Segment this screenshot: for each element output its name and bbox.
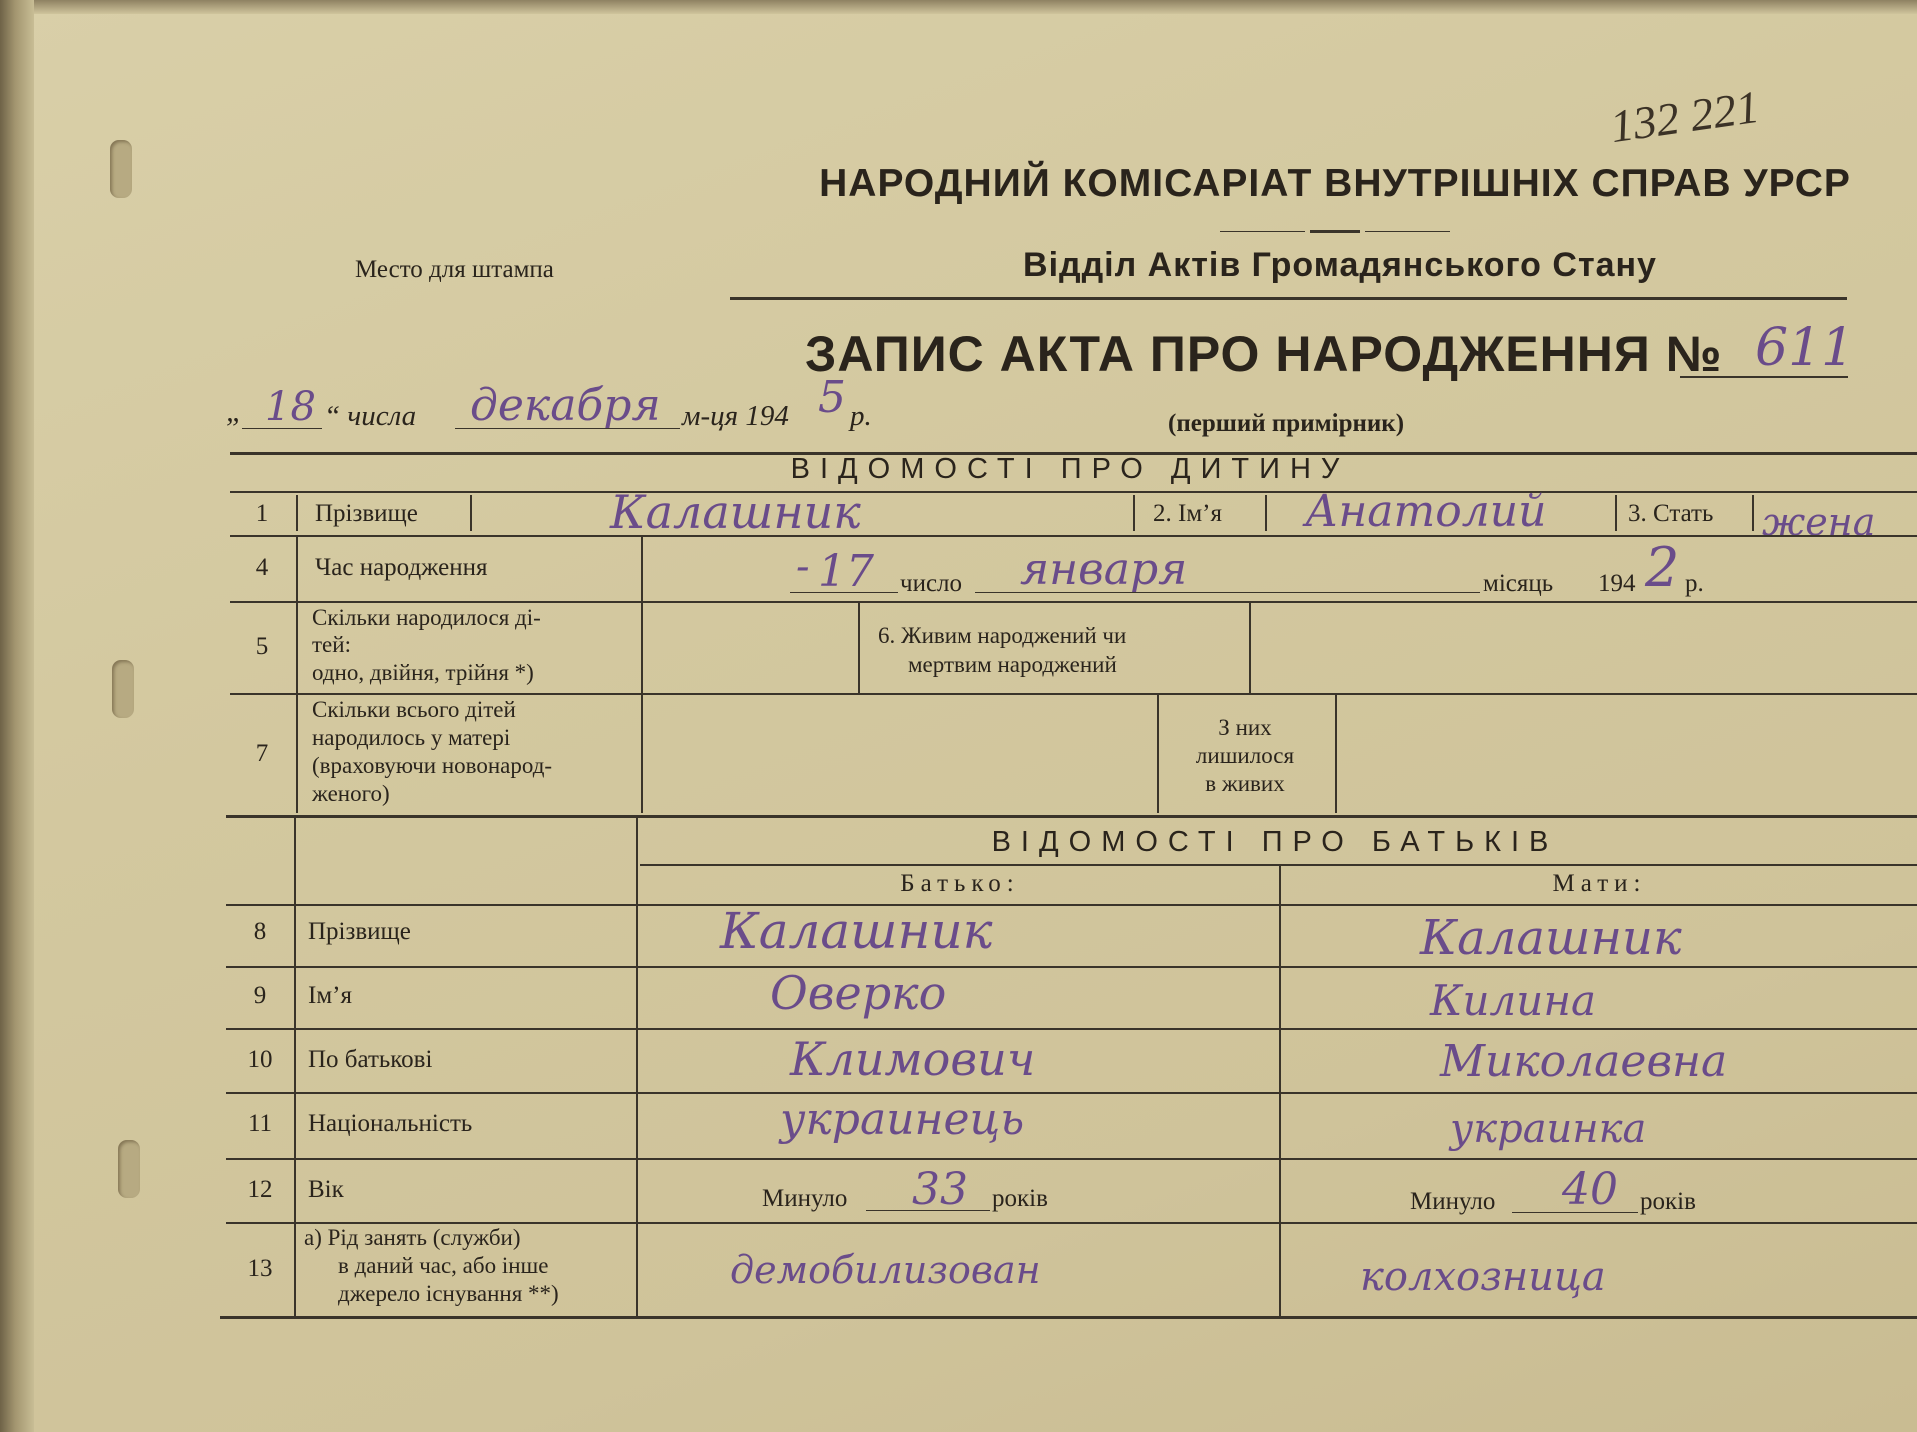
record-year-suffix: р.	[850, 400, 872, 432]
record-day-line	[242, 428, 322, 429]
total-children-l3: (враховуючи новонарод-	[312, 753, 553, 778]
father-minulo-label: Минуло	[762, 1185, 848, 1212]
row-number: 7	[255, 740, 269, 767]
stamp-place-label: Место для штампа	[355, 256, 554, 283]
row-divider	[1133, 495, 1135, 531]
mother-patronymic-value: Миколаевна	[1440, 1036, 1728, 1087]
child-name-value: Анатолий	[1305, 486, 1547, 537]
how-many-label-l3: одно, двійня, трійня *)	[312, 660, 534, 685]
row-divider	[1157, 695, 1159, 813]
row-number: 8	[253, 918, 267, 945]
row-number: 13	[247, 1255, 273, 1282]
alive-label-l2: мертвим народжений	[908, 652, 1117, 677]
row-line	[230, 693, 1917, 695]
record-day: 18	[265, 384, 316, 430]
child-sex-label: 3. Стать	[1628, 500, 1714, 527]
total-children-l1: Скільки всього дітей	[312, 697, 516, 722]
occupation-label-l2: в даний час, або інше	[338, 1253, 549, 1278]
row-number: 12	[247, 1176, 273, 1203]
record-number: 611	[1755, 318, 1855, 378]
birth-year-suffix: р.	[1685, 570, 1704, 597]
parent-patronymic-label: По батькові	[308, 1046, 433, 1073]
header-divider-right	[1365, 231, 1450, 232]
record-month: декабря	[470, 380, 661, 431]
chysla-label: “ числа	[324, 400, 417, 432]
row-divider	[1615, 495, 1617, 531]
father-years-label: років	[992, 1185, 1048, 1212]
corner-note: 132 221	[1607, 80, 1763, 153]
month-suffix-label: м-ця 194	[682, 400, 789, 432]
mother-column-label: Мати:	[1552, 870, 1647, 897]
birth-day-line	[790, 592, 898, 593]
row-divider	[1752, 495, 1754, 531]
child-sex-value: жена	[1762, 500, 1876, 544]
page-binding-edge	[0, 0, 34, 1432]
row-divider	[641, 537, 643, 601]
row-divider	[296, 495, 298, 531]
row-divider	[1265, 495, 1267, 531]
mother-years-label: років	[1640, 1188, 1696, 1215]
father-name-value: Оверко	[770, 966, 947, 1020]
department-title: Відділ Актів Громадянського Стану	[1023, 246, 1657, 284]
record-month-line	[455, 428, 680, 429]
record-number-line	[1680, 376, 1848, 378]
row-number: 4	[255, 554, 269, 581]
living-l2: лишилося	[1195, 743, 1295, 768]
row-line	[226, 1222, 1917, 1224]
row-divider	[641, 603, 643, 693]
table-bottom-line	[220, 1316, 1917, 1319]
mother-age-value: 40	[1562, 1164, 1618, 1215]
row-divider	[641, 695, 643, 813]
row-number: 10	[247, 1046, 273, 1073]
occupation-label-l1: а) Рід занять (служби)	[304, 1225, 521, 1250]
row-number: 1	[255, 500, 269, 527]
birth-time-label: Час народження	[315, 554, 488, 581]
page-top-edge	[0, 0, 1917, 14]
row-divider	[636, 818, 638, 1318]
alive-label-l1: 6. Живим народжений чи	[878, 623, 1127, 648]
child-name-label: 2. Ім’я	[1153, 500, 1222, 527]
living-l1: З них	[1218, 715, 1272, 740]
date-quote-open: „	[226, 395, 243, 428]
copy-label: (перший примірник)	[1168, 410, 1405, 437]
header-divider-mid	[1310, 230, 1360, 233]
mother-age-line	[1512, 1212, 1638, 1213]
row-divider	[470, 495, 472, 531]
birth-month-value: января	[1020, 544, 1188, 595]
row-line	[230, 601, 1917, 603]
father-age-value: 33	[912, 1164, 968, 1215]
birth-day-dash: -	[796, 544, 810, 590]
birth-chyslo-label: число	[900, 570, 963, 597]
how-many-label-l2: тей:	[312, 632, 351, 657]
department-underline	[730, 297, 1847, 300]
row-divider	[294, 818, 296, 1318]
parent-nationality-label: Національність	[308, 1110, 473, 1137]
binder-hole	[110, 140, 132, 198]
child-surname-label: Прізвище	[315, 500, 418, 527]
total-children-l4: женого)	[312, 781, 390, 806]
parents-section-heading: ВІДОМОСТІ ПРО БАТЬКІВ	[991, 826, 1559, 858]
birth-month-label: місяць	[1483, 570, 1554, 597]
row-line	[226, 1158, 1917, 1160]
birth-month-line	[975, 592, 1480, 593]
ministry-title: НАРОДНИЙ КОМІСАРІАТ ВНУТРІШНІХ СПРАВ УРСР	[819, 162, 1851, 205]
row-divider	[1249, 603, 1251, 693]
row-number: 11	[247, 1110, 273, 1137]
row-divider	[296, 537, 298, 601]
father-surname-value: Калашник	[720, 902, 993, 960]
row-divider	[296, 695, 298, 813]
mother-occupation-value: колхозница	[1360, 1254, 1606, 1300]
birth-year-prefix: 194	[1598, 570, 1636, 597]
record-year-digit: 5	[818, 372, 846, 423]
binder-hole	[112, 660, 134, 718]
total-children-l2: народилось у матері	[312, 725, 511, 750]
how-many-label-l1: Скільки народилося ді-	[312, 605, 541, 630]
binder-hole	[118, 1140, 140, 1198]
child-section-bottom-line	[226, 815, 1917, 818]
mother-minulo-label: Минуло	[1410, 1188, 1496, 1215]
mother-nationality-value: украинка	[1450, 1106, 1647, 1152]
record-title: ЗАПИС АКТА ПРО НАРОДЖЕННЯ №	[805, 326, 1723, 382]
row-divider	[858, 603, 860, 693]
living-l3: в живих	[1205, 771, 1285, 796]
father-occupation-value: демобилизован	[730, 1248, 1041, 1292]
row-line	[226, 1092, 1917, 1094]
birth-year-digit: 2	[1645, 536, 1680, 599]
parent-age-label: Вік	[308, 1176, 344, 1203]
birth-day-value: 17	[818, 546, 874, 597]
mother-name-value: Килина	[1430, 976, 1597, 1025]
row-line	[226, 904, 1917, 906]
row-divider	[1335, 695, 1337, 813]
parent-name-label: Ім’я	[308, 982, 352, 1009]
row-number: 5	[255, 633, 269, 660]
row-line	[226, 966, 1917, 968]
child-heading-line	[230, 491, 1917, 493]
occupation-label-l3: джерело існування **)	[338, 1281, 559, 1306]
father-column-label: Батько:	[900, 870, 1020, 897]
father-patronymic-value: Климович	[790, 1032, 1036, 1086]
row-divider	[296, 603, 298, 693]
father-age-line	[866, 1210, 990, 1211]
child-section-heading: ВІДОМОСТІ ПРО ДИТИНУ	[790, 453, 1350, 485]
header-divider-left	[1220, 231, 1305, 232]
row-line	[226, 1028, 1917, 1030]
father-nationality-value: украинець	[780, 1094, 1025, 1145]
row-number: 9	[253, 982, 267, 1009]
child-surname-value: Калашник	[610, 485, 861, 539]
mother-surname-value: Калашник	[1420, 910, 1682, 966]
parent-surname-label: Прізвище	[308, 918, 411, 945]
